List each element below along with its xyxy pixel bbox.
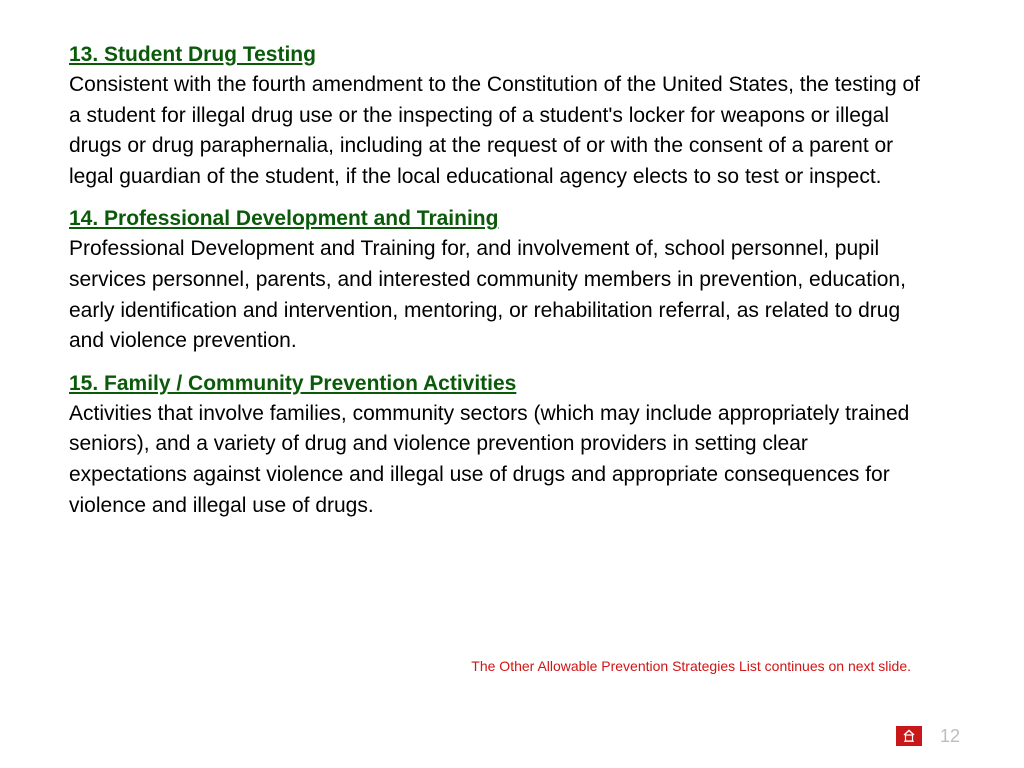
section-heading: 14. Professional Development and Training [69, 207, 499, 231]
section-professional-development [69, 204, 929, 356]
section-body: Activities that involve families, community sectors (which may include appropriately trained seniors), and a variety of drug and violence prevention providers in setting clear expectations against violence and illegal use of drugs and appropriate consequences for violence and illegal use of drugs. [69, 401, 910, 517]
home-icon [903, 729, 915, 742]
home-button[interactable] [896, 726, 922, 746]
section-heading: 15. Family / Community Prevention Activities [69, 371, 517, 395]
section-family-community [69, 369, 929, 521]
page-number: 12 [940, 726, 961, 746]
section-heading: 13. Student Drug Testing [69, 43, 316, 66]
slide-content [69, 40, 929, 533]
section-body: Consistent with the fourth amendment to the Constitution of the United States, the testing of a student for illegal drug use or the inspecting of a student's locker for weapons or illegal drugs or drug paraphernalia, including at the request of or with the consent of a parent or legal guardian of the student, if the local educational agency elects to so test or inspect. [69, 73, 920, 188]
section-student-drug-testing [69, 40, 929, 192]
section-body: Professional Development and Training for, and involvement of, school personnel, pupil services personnel, parents, and interested community members in prevention, education, early identification and intervention, mentoring, or rehabilitation referral, as related to drug and violence prevention. [69, 237, 906, 353]
continuation-note: The Other Allowable Prevention Strategies List continues on next slide. [471, 658, 911, 674]
